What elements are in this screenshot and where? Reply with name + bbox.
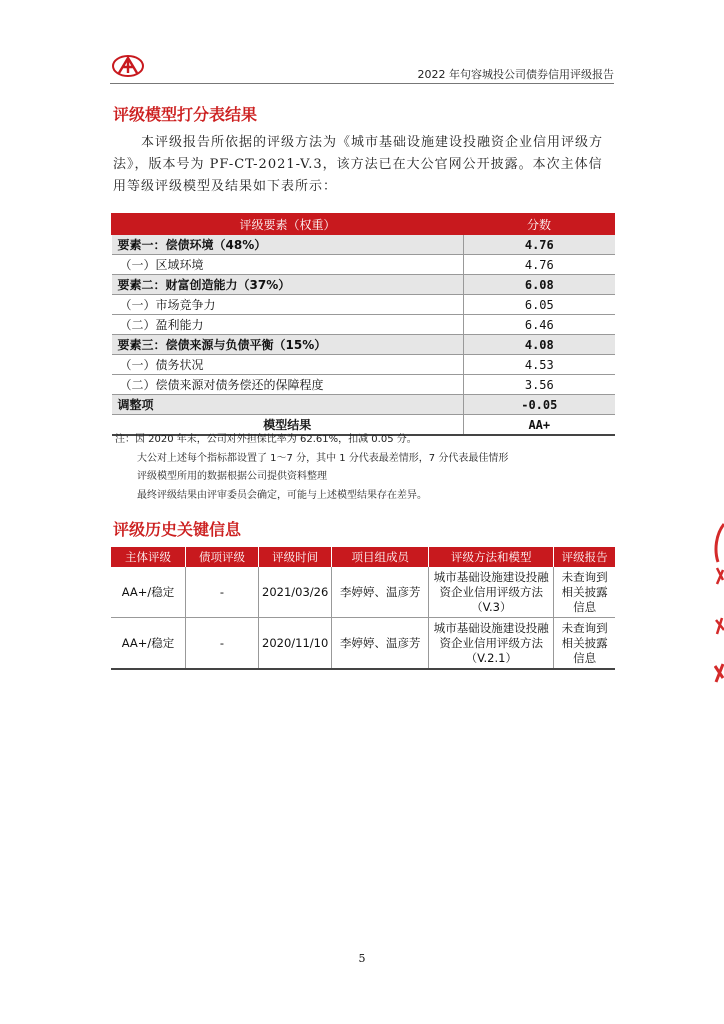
rating-history-table <box>111 547 615 670</box>
table-row <box>112 255 615 275</box>
note-line: 注：因 2020 年末，公司对外担保比率为 62.61%，扣减 0.05 分。 <box>115 434 417 445</box>
factor-score: 6.46 <box>464 315 615 335</box>
table-row <box>112 375 615 395</box>
issuer-rating-cell: AA+/稳定 <box>111 567 186 618</box>
intro-paragraph <box>113 132 613 198</box>
table-row <box>112 295 615 315</box>
note-line: 最终评级结果由评审委员会确定，可能与上述模型结果存在差异。 <box>137 489 427 501</box>
method-model-cell: 城市基础设施建设投融资企业信用评级方法（V.2.1） <box>429 618 554 670</box>
column-header-score: 分数 <box>464 214 615 235</box>
factor-score: 4.08 <box>464 335 615 355</box>
team-members-cell: 李婷婷、温彦芳 <box>332 618 429 670</box>
column-header-factor: 评级要素（权重） <box>112 214 464 235</box>
issue-rating-cell: - <box>186 618 259 670</box>
column-header: 评级时间 <box>259 547 332 567</box>
table-header-row <box>111 547 615 567</box>
table-row <box>112 335 615 355</box>
issuer-rating-cell: AA+/稳定 <box>111 618 186 670</box>
header-divider <box>110 83 614 84</box>
column-header: 评级方法和模型 <box>429 547 554 567</box>
table-row <box>112 235 615 255</box>
column-header: 债项评级 <box>186 547 259 567</box>
table-notes <box>115 431 508 505</box>
section-title-scoring-model: 评级模型打分表结果 <box>113 105 258 124</box>
factor-label: （一）市场竞争力 <box>112 295 464 315</box>
rating-date-cell: 2021/03/26 <box>259 567 332 618</box>
factor-score: AA+ <box>464 415 615 436</box>
rating-report-cell: 未查询到相关披露信息 <box>554 618 615 670</box>
seal-stamp-fragment-icon <box>714 600 724 690</box>
column-header: 主体评级 <box>111 547 186 567</box>
factor-score: 6.08 <box>464 275 615 295</box>
method-model-cell: 城市基础设施建设投融资企业信用评级方法（V.3） <box>429 567 554 618</box>
rating-date-cell: 2020/11/10 <box>259 618 332 670</box>
factor-label: 调整项 <box>112 395 464 415</box>
team-members-cell: 李婷婷、温彦芳 <box>332 567 429 618</box>
column-header: 项目组成员 <box>332 547 429 567</box>
factor-label: 要素二：财富创造能力（37%） <box>112 275 464 295</box>
factor-score: -0.05 <box>464 395 615 415</box>
scoring-model-table <box>111 213 615 436</box>
factor-score: 4.53 <box>464 355 615 375</box>
table-row <box>111 618 615 670</box>
company-logo-icon <box>111 54 145 78</box>
factor-score: 3.56 <box>464 375 615 395</box>
factor-label: 要素三：偿债来源与负债平衡（15%） <box>112 335 464 355</box>
table-row <box>111 567 615 618</box>
issue-rating-cell: - <box>186 567 259 618</box>
column-header: 评级报告 <box>554 547 615 567</box>
factor-label: （一）区域环境 <box>112 255 464 275</box>
factor-label: 模型结果 <box>112 415 464 436</box>
seal-stamp-fragment-icon <box>714 520 724 590</box>
factor-score: 4.76 <box>464 255 615 275</box>
factor-score: 6.05 <box>464 295 615 315</box>
intro-paragraph-text: 本评级报告所依据的评级方法为《城市基础设施建设投融资企业信用评级方法》，版本号为 PF-CT-2021-V.3，该方法已在大公官网公开披露。本次主体信用等级评级模型及结果如下表所示： <box>113 135 604 194</box>
table-row <box>112 395 615 415</box>
factor-label: （二）偿债来源对债务偿还的保障程度 <box>112 375 464 395</box>
factor-label: 要素一：偿债环境（48%） <box>112 235 464 255</box>
table-row <box>112 275 615 295</box>
note-line: 大公对上述每个指标都设置了 1～7 分，其中 1 分代表最差情形，7 分代表最佳情形 <box>137 452 509 464</box>
factor-label: （二）盈利能力 <box>112 315 464 335</box>
rating-report-cell: 未查询到相关披露信息 <box>554 567 615 618</box>
section-title-rating-history: 评级历史关键信息 <box>113 520 242 539</box>
table-row <box>112 315 615 335</box>
factor-label: （一）债务状况 <box>112 355 464 375</box>
report-header-title: 2022 年句容城投公司债券信用评级报告 <box>417 68 614 81</box>
table-header-row <box>112 214 615 235</box>
page-number: 5 <box>358 952 366 965</box>
factor-score: 4.76 <box>464 235 615 255</box>
note-line: 评级模型所用的数据根据公司提供资料整理 <box>137 471 327 482</box>
table-row <box>112 355 615 375</box>
